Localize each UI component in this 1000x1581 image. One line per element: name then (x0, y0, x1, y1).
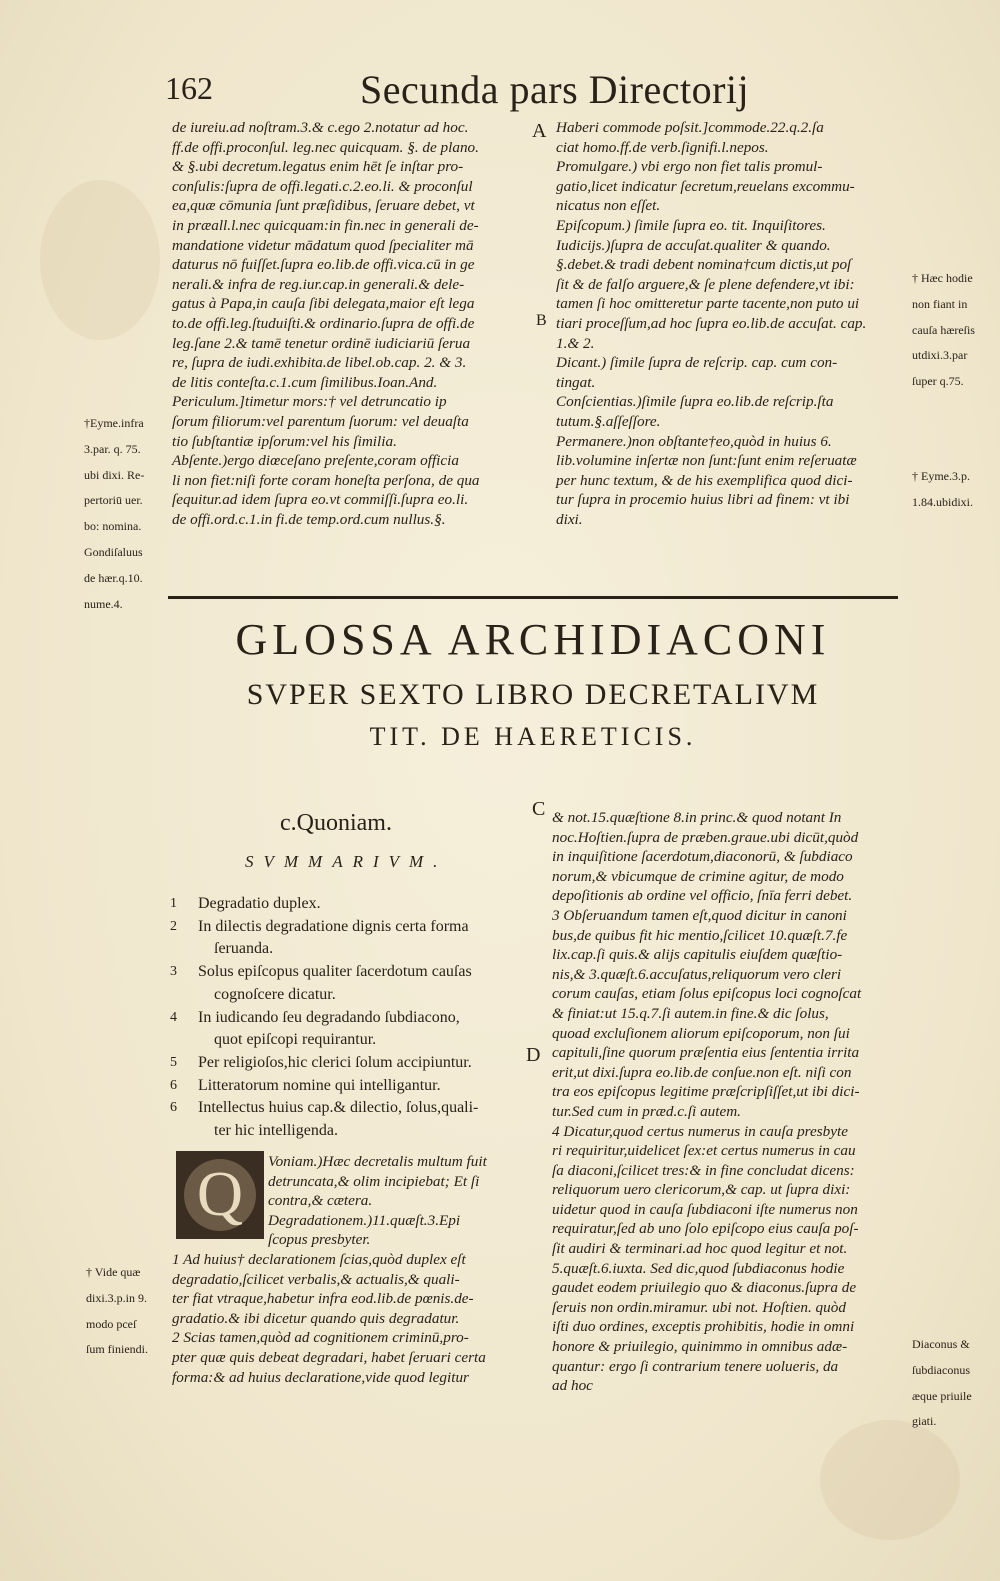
summary-item-number: 1 (170, 896, 177, 911)
text-line: & not.15.quæſtione 8.in princ.& quod notant In (552, 809, 842, 826)
text-line: mandatione videtur mādatum quod ſpecialiter mā (172, 236, 474, 254)
text-line: lix.cap.ſi quis.& alijs capitulis eiuſdem quæſtio- (552, 946, 843, 964)
text-line: 4 Dicatur,quod certus numerus in cauſa presbyte (552, 1122, 848, 1140)
margin-line: æque priuile (912, 1388, 972, 1403)
decorated-initial (176, 1151, 264, 1239)
running-title: Secunda pars Directorij (360, 67, 750, 112)
summary-item-number: 2 (170, 918, 177, 934)
gloss-subtitle: SVPER SEXTO LIBRO DECRETALIVM (246, 678, 820, 711)
lower-right-column (552, 808, 908, 1396)
text-line: ſorum filiorum:vel parentum ſuorum: vel deuaſta (172, 412, 469, 430)
margin-line: ſubdiaconus (912, 1362, 970, 1377)
text-line: tur ſupra in procemio huius libri ad finem: vt ibi (556, 491, 850, 509)
margin-line: Diaconus & (912, 1337, 970, 1351)
text-line: 3 Obſeruandum tamen eſt,quod dicitur in canoni (552, 906, 847, 924)
summary-item-number: 6 (170, 1100, 177, 1116)
summary-item-text: Solus epiſcopus qualiter ſacerdotum cauſas (198, 963, 472, 981)
text-line: bus,de quibus fit hic mentio,ſcilicet 10.quæſt.7.fe (552, 926, 848, 944)
text-line: degradatio,ſcilicet verbalis,& actualis,& quali- (172, 1270, 460, 1288)
summary-item (168, 893, 538, 916)
summary-item-text: ſeruanda. (214, 940, 274, 958)
margin-line: modo pceſ (86, 1316, 137, 1331)
text-line: quoad excluſionem aliorum epiſcoporum, non ſui (552, 1024, 850, 1042)
summary-item (168, 1075, 538, 1098)
text-line: de offi.ord.c.1.in fi.de temp.ord.cum nullus.§. (172, 510, 446, 528)
text-line: reliquorum uero clericorum,& cap. ut ſupra dixi: (552, 1181, 851, 1199)
text-line: Promulgare.) vbi ergo non fiet talis promul- (556, 158, 823, 176)
summary-item (168, 1052, 538, 1075)
margin-line: ubi dixi. Re- (84, 467, 145, 482)
margin-line: utdixi.3.par (912, 348, 968, 363)
margin-line: ſum finiendi. (86, 1342, 148, 1357)
margin-line: pertoriū uer. (84, 493, 143, 508)
section-letter-a: A (532, 120, 547, 142)
text-line: ſeruis non ordin.miramur. ubi not. Hoſtien. quòd (552, 1298, 846, 1316)
initial-letter: Q (196, 1158, 244, 1229)
text-line: li non fiet:niſi forte coram honeſta perſona, de qua (172, 471, 480, 489)
running-header (165, 62, 845, 112)
summary-item-text: In iudicando ſeu degradando ſubdiacono, (198, 1008, 460, 1026)
text-line: & finiat:ut 15.q.7.ſi autem.in fine.& dic ſolus, (552, 1004, 829, 1022)
text-line: 2 Scias tamen,quòd ad cognitionem criminū,pro- (172, 1329, 469, 1347)
summary-heading: SVMMARIVM. (245, 852, 448, 871)
lower-left-initial-text (268, 1152, 540, 1250)
text-line: tutum.§.aſſeſſore. (556, 412, 661, 430)
summary-item-number: 4 (170, 1009, 177, 1025)
text-line: tingat. (556, 373, 596, 391)
lower-right-marginal-note (912, 1326, 996, 1441)
gloss-title-heading: TIT. DE HAERETICIS. (369, 722, 697, 751)
page-number: 162 (165, 70, 213, 106)
text-line: in inquiſitione ſacerdotum,diaconorū, & ſubdiaco (552, 848, 853, 866)
text-line: ſcopus presbyter. (268, 1231, 371, 1249)
summary-item-text: quot epiſcopi requirantur. (214, 1031, 377, 1049)
text-line: ſit & de falſo arguere,& ſe plene defendere,vt ibi: (556, 275, 855, 293)
section-letter-b: B (536, 312, 547, 329)
chapter-heading: c.Quoniam. (280, 810, 392, 836)
text-line: pter quæ quis debeat degradari, habet ſeruari certa (172, 1348, 486, 1366)
text-line: gradatio.& ibi dicetur quando quis degradatur. (172, 1309, 460, 1327)
margin-line: †Eyme.infra (84, 416, 144, 430)
text-line: ſa diaconi,ſcilicet tres:& in fine concludat dicens: (552, 1161, 855, 1179)
gloss-title: GLOSSA ARCHIDIACONI (235, 615, 831, 664)
margin-line: † Eyme.3.p. (912, 469, 970, 483)
text-line: norum,& vbicumque de crimine agitur, de modo (552, 867, 844, 885)
text-line: ſequitur.ad idem ſupra eo.vt commiſſi.ſupra eo.li. (172, 491, 469, 509)
text-line: conſulis:ſupra de offi.legati.c.2.eo.li. & proconſul (172, 177, 473, 195)
text-line: Voniam.)Hæc decretalis multum fuit (268, 1153, 487, 1170)
text-line: tamen ſi hoc omitteretur parte tacente,non puto ui (556, 295, 860, 313)
summary-item-text: Litteratorum nomine qui intelligantur. (198, 1076, 441, 1094)
text-line: per hunc textum, & de his exemplifica quod dici- (556, 471, 853, 489)
upper-right-marginal-note (912, 260, 996, 401)
margin-line: 1.84.ubidixi. (912, 494, 974, 509)
upper-left-marginal-note (84, 405, 170, 623)
summary-item-text: Intellectus huius cap.& dilectio, ſolus,quali- (198, 1099, 479, 1117)
text-line: depoſitionis ab ordine vel officio, ſnīa ferri debet. (552, 887, 853, 905)
upper-right-column (556, 118, 908, 529)
margin-line: ſuper q.75. (912, 374, 964, 389)
text-line: ſit audiri & terminari.ad hoc quod legitur et not. (552, 1240, 848, 1258)
text-line: Abſente.)ergo diœceſano preſente,coram officia (172, 452, 459, 470)
text-line: lib.volumine inſertæ non ſunt:ſunt enim reſeruatæ (556, 452, 857, 470)
text-line: noc.Hoſtien.ſupra de præben.graue.ubi dicūt,quòd (552, 828, 859, 846)
section-letter-c: C (532, 798, 546, 820)
margin-line: † Hæc hodie (912, 271, 973, 285)
margin-line: Gondiſaluus (84, 544, 143, 559)
text-line: iſti duo ordines, exceptis prohibitis, hodie in omni (552, 1318, 855, 1336)
text-line: Haberi commode poſsit.]commode.22.q.2.ſa (556, 119, 824, 136)
margin-line: bo: nomina. (84, 519, 142, 534)
text-line: tio ſubſtantiæ ipſorum:vel his ſimilia. (172, 432, 397, 450)
text-line: corum cauſas, etiam ſolus epiſcopus loci cognoſcat (552, 985, 862, 1003)
summary-item-text: cognoſcere dicatur. (214, 985, 336, 1003)
summary-item-text: Per religioſos,hic clerici ſolum accipiuntur. (198, 1053, 472, 1071)
upper-right-marginal-note-2 (912, 458, 996, 522)
text-line: tur.Sed cum in præd.c.ſi autem. (552, 1102, 741, 1120)
text-line: ad hoc (552, 1377, 593, 1395)
paper-stain (40, 180, 160, 340)
text-line: Periculum.]timetur mors:† vel detruncatio ip (172, 393, 447, 411)
summary-item-text: In dilectis degradatione dignis certa forma (198, 917, 469, 935)
margin-line: cauſa hæreſis (912, 322, 975, 337)
text-line: nis,& 3.quæſt.6.accuſatus,reliquorum vero cleri (552, 965, 842, 983)
section-letter-d: D (526, 1044, 541, 1066)
text-line: de iureiu.ad noſtram.3.& c.ego 2.notatur ad hoc. (172, 119, 469, 136)
summary-item (168, 1007, 538, 1052)
text-line: tra eos epiſcopus legitime præſcripſiſſet,ut ibi dici- (552, 1083, 860, 1101)
text-line: ea,quæ cōmunia ſunt præſidibus, ſeruare debet, vt (172, 197, 475, 215)
text-line: erit,ut dixi.ſupra eo.lib.de conſue.non eſt. niſi con (552, 1063, 852, 1081)
text-line: detruncata,& olim incipiebat; Et ſi (268, 1172, 480, 1190)
summary-item-number: 5 (170, 1054, 177, 1070)
text-line: 5.quæſt.6.iuxta. Sed dic,quod ſubdiaconus hodie (552, 1259, 845, 1277)
text-line: in præall.l.nec quicquam:in fin.nec in generali de- (172, 216, 479, 234)
text-line: Iudicijs.)ſupra de accuſat.qualiter & quando. (556, 236, 831, 254)
text-line: de litis conteſta.c.1.cum ſimilibus.Ioan.And. (172, 373, 438, 391)
margin-line: non fiant in (912, 296, 968, 311)
summary-list (168, 893, 541, 1143)
text-line: uidetur quod in cauſa ſubdiaconi iſte numerus non (552, 1200, 858, 1218)
text-line: forma:& ad huius declaratione,vide quod legitur (172, 1368, 469, 1386)
summary-item-number: 3 (170, 964, 177, 980)
margin-line: † Vide quæ (86, 1265, 141, 1279)
text-line: 1 Ad huius† declarationem ſcias,quòd duplex eſt (172, 1251, 466, 1268)
summary-item-number: 6 (170, 1077, 177, 1093)
text-line: requiratur,ſed ab uno ſolo epiſcopo eius cauſa poſ- (552, 1220, 859, 1238)
summary-item (168, 961, 538, 1006)
upper-left-column (172, 118, 540, 529)
text-line: capituli,ſine quorum præſentia eius ſententia irrita (552, 1044, 860, 1062)
lower-left-marginal-note (86, 1254, 170, 1369)
text-line: contra,& cætera. (268, 1192, 373, 1210)
text-line: gatus à Papa,in cauſa ſibi delegata,maior eſt lega (172, 295, 475, 313)
text-line: ff.de offi.proconſul. leg.nec quicquam. §. de plano. (172, 138, 479, 156)
text-line: gaudet eodem priuilegio quo & diaconus.ſupra de (552, 1279, 857, 1297)
text-line: nicatus non eſſet. (556, 197, 661, 215)
text-line: dixi. (556, 510, 583, 528)
section-divider (168, 596, 898, 599)
text-line: §.debet.& tradi debent nomina†cum dictis,ut poſ (556, 256, 852, 274)
margin-line: 3.par. q. 75. (84, 441, 141, 456)
text-line: Degradationem.)11.quæſt.3.Epi (268, 1211, 461, 1229)
summary-item (168, 1097, 538, 1142)
lower-left-column (172, 1250, 540, 1387)
text-line: ri requiritur,uidelicet ſex:et certus numerus in cau (552, 1142, 856, 1160)
text-line: nerali.& infra de reg.iur.cap.in generali.& dele- (172, 275, 465, 293)
text-line: Permanere.)non obſtante†eo,quòd in huius 6. (556, 432, 832, 450)
text-line: gatio,licet indicatur ſecretum,reuelans excommu- (556, 177, 855, 195)
margin-line: nume.4. (84, 596, 123, 611)
margin-line: giati. (912, 1414, 937, 1429)
text-line: to.de offi.leg.ſtuduiſti.& ordinario.ſupra de offi.de (172, 314, 475, 332)
margin-line: dixi.3.p.in 9. (86, 1290, 148, 1305)
text-line: honore & priuilegio, quinimmo in omnibus adæ- (552, 1338, 848, 1356)
text-line: tiari proceſſum,ad hoc ſupra eo.lib.de accuſat. cap. (556, 314, 867, 332)
text-line: Conſcientias.)ſimile ſupra eo.lib.de reſcrip.ſta (556, 393, 834, 411)
text-line: & §.ubi decretum.legatus enim hēt ſe inſtar pro- (172, 158, 464, 176)
text-line: ciat homo.ff.de verb.ſignifi.l.nepos. (556, 138, 769, 156)
text-line: Dicant.) ſimile ſupra de reſcrip. cap. cum con- (556, 354, 838, 372)
text-line: daturus nō fuiſſet.ſupra eo.lib.de offi.vica.cū in ge (172, 256, 475, 274)
text-line: Epiſcopum.) ſimile ſupra eo. tit. Inquiſitores. (556, 216, 826, 234)
summary-item-text: ter hic intelligenda. (214, 1122, 338, 1140)
text-line: 1.& 2. (556, 334, 595, 352)
text-line: re, ſupra de iudi.exhibita.de libel.ob.cap. 2. & 3. (172, 354, 467, 372)
summary-item-text: Degradatio duplex. (198, 895, 321, 912)
text-line: quantur: ergo ſi contrarium tenere uolueris, da (552, 1357, 839, 1375)
text-line: leg.ſane 2.& tamē tenetur ordinē iudiciariū ſerua (172, 334, 471, 352)
margin-line: de hær.q.10. (84, 570, 143, 585)
summary-item (168, 916, 538, 961)
text-line: ter fiat vtraque,habetur infra eod.lib.de pœnis.de- (172, 1290, 474, 1308)
